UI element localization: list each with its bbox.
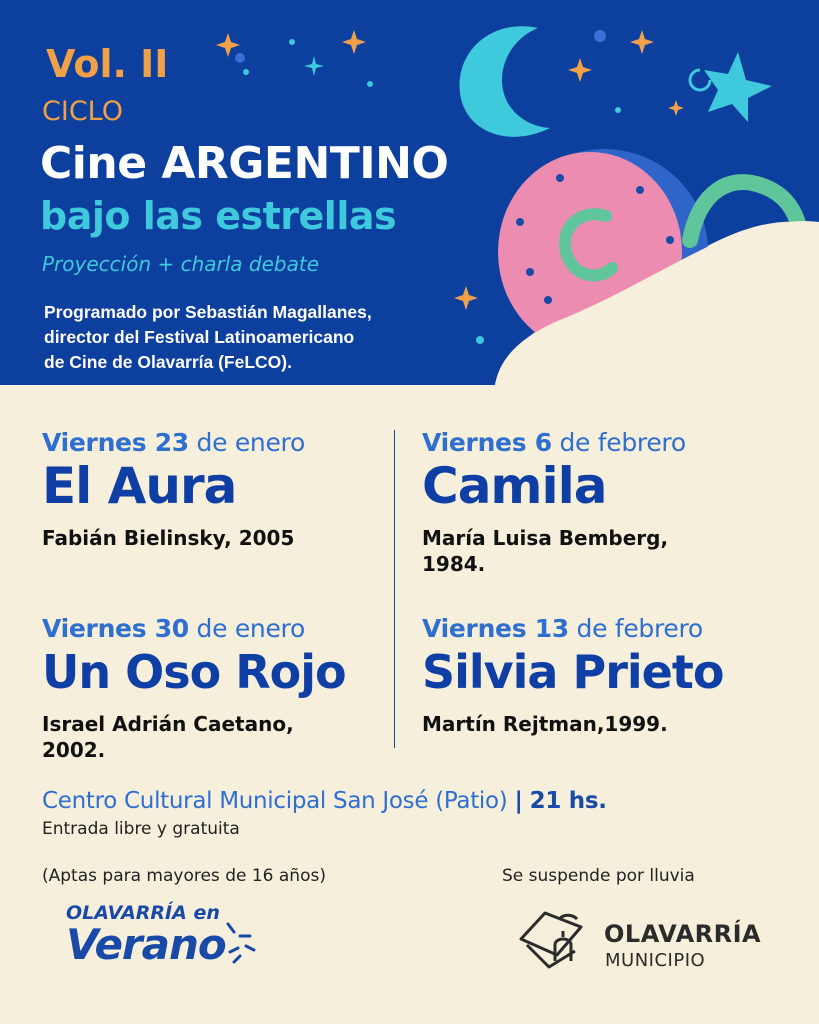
film-un-oso-rojo bbox=[42, 614, 387, 763]
municipio-emblem-icon bbox=[515, 905, 597, 977]
venue-separator: | bbox=[514, 788, 523, 814]
venue-name: Centro Cultural Municipal San José (Patio) bbox=[42, 788, 508, 814]
film-camila bbox=[422, 428, 722, 577]
film-day: Viernes 13 bbox=[422, 614, 569, 643]
film-el-aura bbox=[42, 428, 305, 551]
film-title: Camila bbox=[422, 457, 607, 515]
film-day: Viernes 6 bbox=[422, 428, 552, 457]
film-title: Silvia Prieto bbox=[422, 645, 724, 699]
film-month: de febrero bbox=[559, 428, 686, 457]
logo-verano-text: Verano bbox=[66, 920, 226, 969]
sun-rays-icon bbox=[220, 918, 260, 968]
film-date bbox=[422, 428, 722, 457]
column-divider bbox=[394, 430, 395, 748]
film-date bbox=[422, 614, 802, 643]
age-rating: (Aptas para mayores de 16 años) bbox=[42, 866, 326, 886]
programmer-credit-line: de Cine de Olavarría (FeLCO). bbox=[44, 352, 292, 372]
logo-olavarria-text: OLAVARRÍA bbox=[66, 902, 187, 924]
film-date bbox=[42, 614, 387, 643]
film-silvia-prieto bbox=[422, 614, 802, 737]
venue-line bbox=[42, 788, 607, 814]
film-month: de enero bbox=[196, 428, 305, 457]
film-title: Un Oso Rojo bbox=[42, 645, 346, 699]
film-director: Fabián Bielinsky, 2005 bbox=[42, 526, 295, 550]
film-director: Israel Adrián Caetano, 2002. bbox=[42, 712, 294, 762]
subtitle: Proyección + charla debate bbox=[42, 252, 320, 276]
olavarria-en-verano-logo bbox=[66, 902, 226, 969]
venue-time: 21 hs. bbox=[529, 788, 607, 814]
film-month: de febrero bbox=[576, 614, 703, 643]
film-director: María Luisa Bemberg, 1984. bbox=[422, 526, 669, 576]
municipio-subtitle: MUNICIPIO bbox=[605, 950, 706, 971]
logo-en-text: en bbox=[193, 902, 220, 924]
film-title: El Aura bbox=[42, 457, 237, 515]
ciclo-label: CICLO bbox=[42, 96, 123, 127]
programmer-credit bbox=[44, 300, 372, 375]
film-day: Viernes 23 bbox=[42, 428, 189, 457]
municipio-name: OLAVARRÍA bbox=[604, 920, 762, 948]
page-title: Cine ARGENTINO bbox=[40, 138, 449, 189]
rain-notice: Se suspende por lluvia bbox=[502, 866, 695, 886]
page-title-line2: bajo las estrellas bbox=[40, 194, 397, 238]
film-director: Martín Rejtman,1999. bbox=[422, 712, 668, 736]
volume-label: Vol. II bbox=[46, 42, 169, 86]
film-day: Viernes 30 bbox=[42, 614, 189, 643]
film-month: de enero bbox=[196, 614, 305, 643]
programmer-credit-line: director del Festival Latinoamericano bbox=[44, 327, 355, 347]
programmer-credit-line: Programado por Sebastián Magallanes, bbox=[44, 302, 372, 322]
entry-info: Entrada libre y gratuita bbox=[42, 819, 240, 839]
film-date bbox=[42, 428, 305, 457]
